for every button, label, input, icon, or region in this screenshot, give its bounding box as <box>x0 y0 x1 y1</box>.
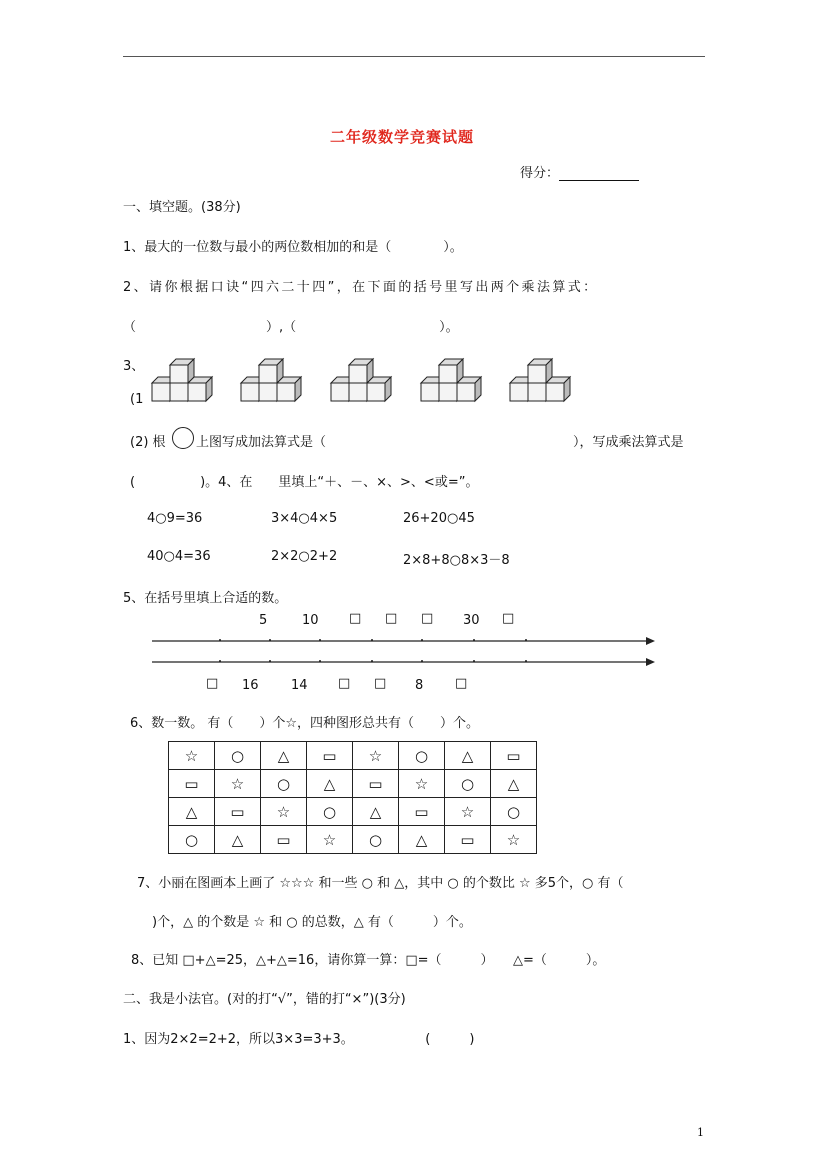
nl-bot-3: 14 <box>291 678 308 693</box>
grid-cell: ▭ <box>445 826 491 854</box>
question-3-sub2: 上图写成加法算式是（ ），写成乘法算式是 <box>196 435 684 450</box>
grid-cell: ☆ <box>491 826 537 854</box>
grid-cell: ☆ <box>445 798 491 826</box>
grid-cell: ○ <box>261 770 307 798</box>
cube-pile-5 <box>510 359 570 401</box>
nl-bot-5: □ <box>374 676 387 691</box>
nl-bot-2: 16 <box>242 678 259 693</box>
grid-cell: ☆ <box>307 826 353 854</box>
nl-top-3: □ <box>349 611 362 626</box>
cube-pile-1 <box>152 359 212 401</box>
cube-pile-2 <box>241 359 301 401</box>
nl-top-7: □ <box>502 611 515 626</box>
question-8: 8、已知 □+△=25，△+△=16，请你算一算：□=（ ） △=（ ）。 <box>131 953 606 968</box>
grid-cell: ☆ <box>261 798 307 826</box>
grid-cell: △ <box>169 798 215 826</box>
q4-r1-c1: 4○9=36 <box>147 511 203 526</box>
page-title: 二年级数学竞赛试题 <box>330 128 475 146</box>
score-blank[interactable] <box>559 168 639 181</box>
shape-grid <box>168 741 537 854</box>
question-7-line1: 7、小丽在图画本上画了 ☆☆☆ 和一些 ○ 和 △，其中 ○ 的个数比 ☆ 多5个，○ 有（ <box>137 876 624 891</box>
cube-pile-3 <box>331 359 391 401</box>
grid-cell: ○ <box>491 798 537 826</box>
grid-cell: ▭ <box>169 770 215 798</box>
score-label: 得分： <box>520 166 560 181</box>
nl-bot-7: □ <box>455 676 468 691</box>
grid-cell: ○ <box>445 770 491 798</box>
score-field <box>520 162 639 181</box>
q4-r1-c2: 3×4○4×5 <box>271 511 338 526</box>
grid-cell: ▭ <box>399 798 445 826</box>
section2-question-1: 1、因为2×2=2+2，所以3×3=3+3。 ( ) <box>123 1032 475 1047</box>
nl-bot-4: □ <box>338 676 351 691</box>
q4-r2-c1: 40○4=36 <box>147 549 211 564</box>
number-lines <box>150 633 660 671</box>
grid-cell: ○ <box>169 826 215 854</box>
cube-pile-4 <box>421 359 481 401</box>
q4-r1-c3: 26+20○45 <box>403 511 475 526</box>
grid-cell: ○ <box>399 742 445 770</box>
nl-top-5: □ <box>421 611 434 626</box>
grid-cell: △ <box>261 742 307 770</box>
page-number: 1 <box>697 1126 704 1139</box>
grid-cell: ○ <box>307 798 353 826</box>
section2-heading: 二、我是小法官。(对的打“√”，错的打“×”)(3分) <box>123 992 406 1007</box>
grid-cell: ▭ <box>307 742 353 770</box>
header-rule <box>123 56 705 57</box>
nl-top-1: 5 <box>259 613 268 628</box>
question-7-line2: )个，△ 的个数是 ☆ 和 ○ 的总数，△ 有（ ）个。 <box>152 915 472 930</box>
nl-top-6: 30 <box>463 613 480 628</box>
grid-cell: ▭ <box>261 826 307 854</box>
nl-top-4: □ <box>385 611 398 626</box>
question-1: 1、最大的一位数与最小的两位数相加的和是（ ）。 <box>123 240 463 255</box>
grid-cell: △ <box>353 798 399 826</box>
cube-figures <box>150 355 590 405</box>
q4-r2-c3: 2×8+8○8×3－8 <box>403 553 510 568</box>
nl-top-2: 10 <box>302 613 319 628</box>
grid-cell: △ <box>215 826 261 854</box>
grid-cell: △ <box>399 826 445 854</box>
grid-cell: ○ <box>353 826 399 854</box>
nl-bot-6: 8 <box>415 678 424 693</box>
question-6: 6、数一数。 有（ ）个☆，四种图形总共有（ ）个。 <box>130 716 480 731</box>
nl-bot-1: □ <box>206 676 219 691</box>
grid-cell: ☆ <box>215 770 261 798</box>
grid-cell: ▭ <box>491 742 537 770</box>
grid-cell: ☆ <box>353 742 399 770</box>
question-2-line2: （ ）,（ ）。 <box>123 320 459 335</box>
question-5: 5、在括号里填上合适的数。 <box>123 591 288 606</box>
circle-mark <box>172 427 194 449</box>
grid-cell: ▭ <box>215 798 261 826</box>
grid-cell: ☆ <box>169 742 215 770</box>
section1-heading: 一、填空题。(38分) <box>123 200 241 215</box>
grid-cell: ▭ <box>353 770 399 798</box>
grid-cell: △ <box>307 770 353 798</box>
q4-r2-c2: 2×2○2+2 <box>271 549 338 564</box>
question-3-label: 3、 <box>123 359 145 374</box>
question-3-sub2-prefix: (2) 根 <box>130 435 166 450</box>
question-3-4-line: ( )。4、在 里填上“＋、－、×、>、<或=”。 <box>130 475 479 490</box>
grid-cell: ☆ <box>399 770 445 798</box>
grid-cell: △ <box>491 770 537 798</box>
question-2-line1: 2、请你根据口诀“四六二十四”，在下面的括号里写出两个乘法算式： <box>123 280 599 295</box>
question-3-sub1: (1 <box>130 392 144 407</box>
grid-cell: ○ <box>215 742 261 770</box>
grid-cell: △ <box>445 742 491 770</box>
